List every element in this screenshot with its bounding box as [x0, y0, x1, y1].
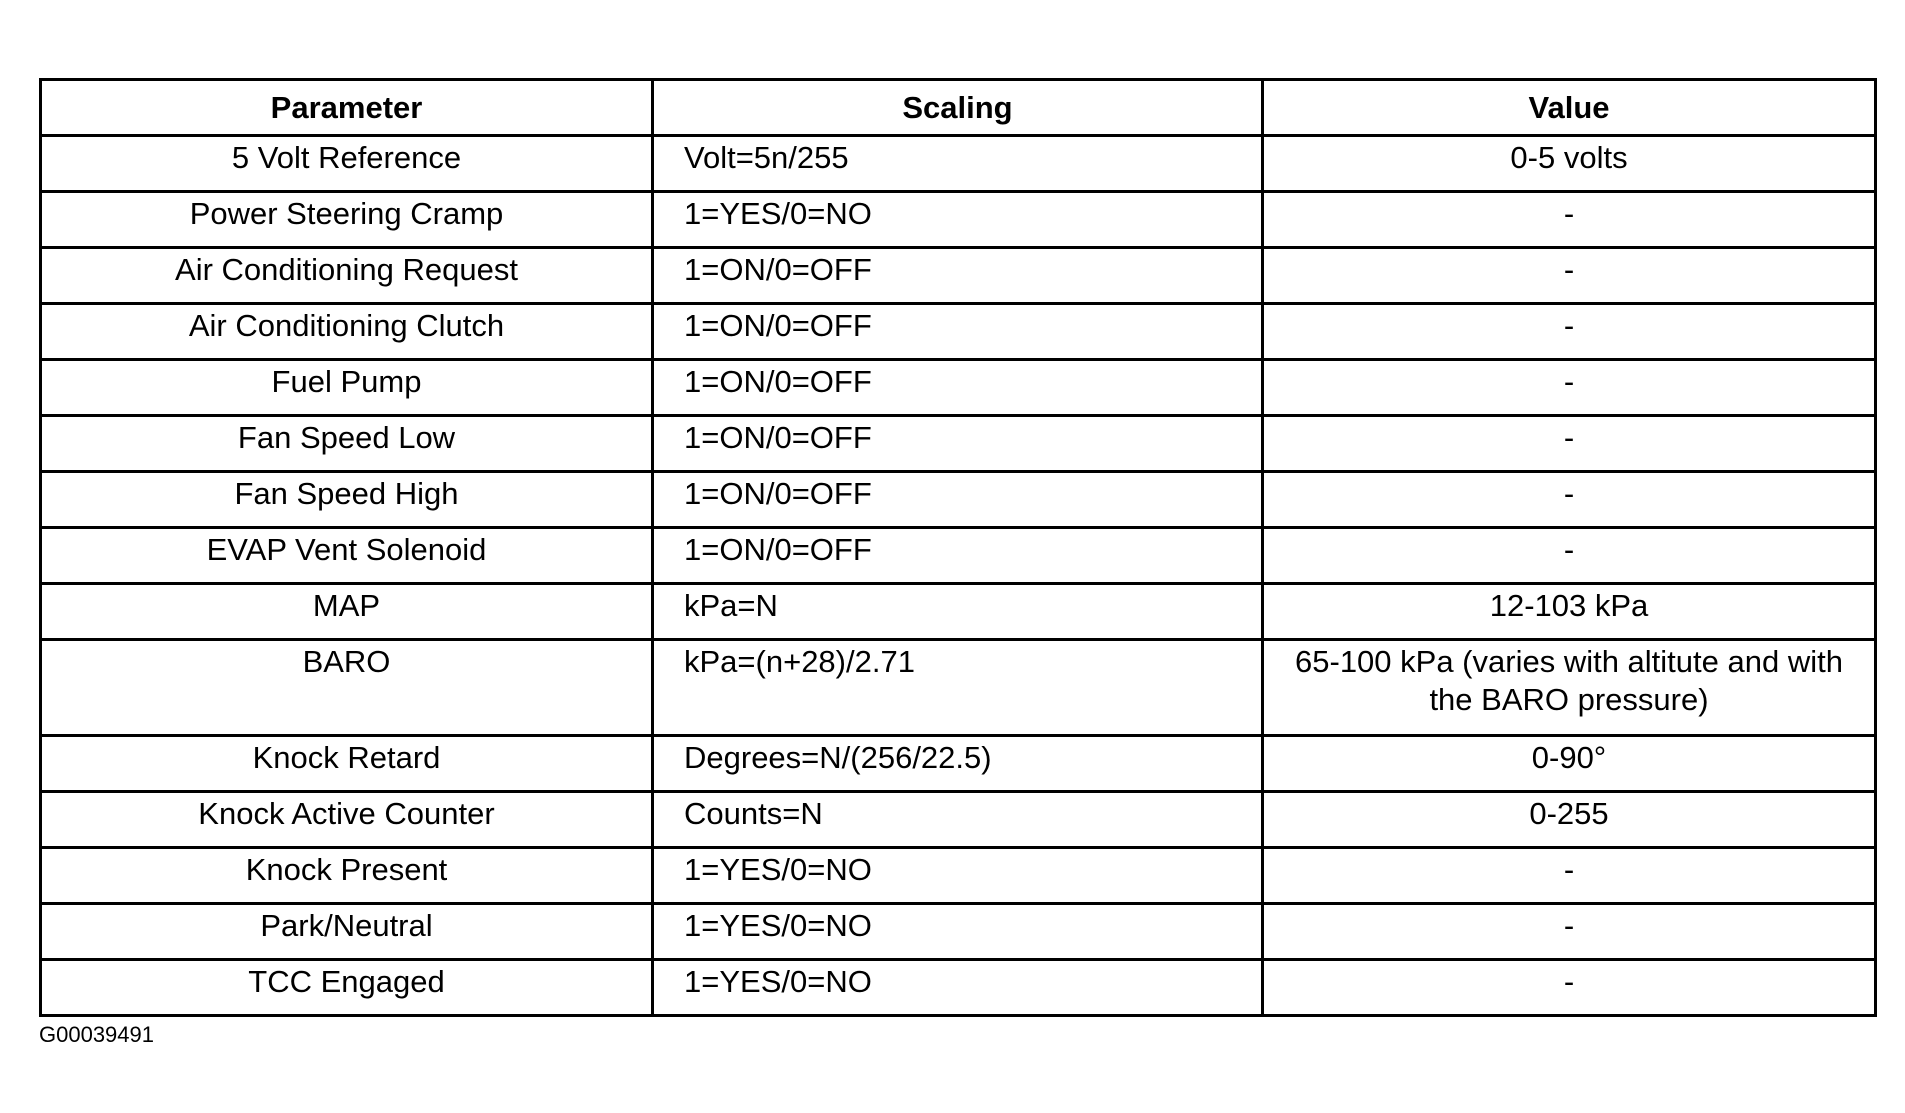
- cell-value: -: [1263, 360, 1876, 416]
- cell-parameter: 5 Volt Reference: [41, 136, 653, 192]
- cell-value: -: [1263, 416, 1876, 472]
- header-value: Value: [1263, 80, 1876, 136]
- table-row: [41, 584, 1876, 640]
- table-row: [41, 792, 1876, 848]
- cell-value: -: [1263, 192, 1876, 248]
- cell-value: 0-90°: [1263, 736, 1876, 792]
- cell-scaling: 1=ON/0=OFF: [653, 304, 1263, 360]
- cell-parameter: Knock Active Counter: [41, 792, 653, 848]
- cell-parameter: Park/Neutral: [41, 904, 653, 960]
- cell-scaling: Counts=N: [653, 792, 1263, 848]
- table-row: [41, 136, 1876, 192]
- table-row: [41, 192, 1876, 248]
- cell-value: -: [1263, 848, 1876, 904]
- cell-scaling: 1=YES/0=NO: [653, 192, 1263, 248]
- cell-parameter: Fuel Pump: [41, 360, 653, 416]
- cell-scaling: kPa=N: [653, 584, 1263, 640]
- table-row: [41, 960, 1876, 1016]
- cell-scaling: 1=ON/0=OFF: [653, 528, 1263, 584]
- header-parameter: Parameter: [41, 80, 653, 136]
- cell-scaling: 1=YES/0=NO: [653, 848, 1263, 904]
- cell-parameter: Air Conditioning Clutch: [41, 304, 653, 360]
- cell-parameter: EVAP Vent Solenoid: [41, 528, 653, 584]
- table-row: [41, 640, 1876, 736]
- cell-scaling: 1=YES/0=NO: [653, 904, 1263, 960]
- table-row: [41, 904, 1876, 960]
- cell-value: 0-5 volts: [1263, 136, 1876, 192]
- cell-parameter: MAP: [41, 584, 653, 640]
- cell-parameter: Power Steering Cramp: [41, 192, 653, 248]
- parameter-table: [39, 78, 1877, 1017]
- table-row: [41, 848, 1876, 904]
- cell-scaling: Volt=5n/255: [653, 136, 1263, 192]
- cell-value: -: [1263, 904, 1876, 960]
- cell-scaling: kPa=(n+28)/2.71: [653, 640, 1263, 736]
- table-row: [41, 360, 1876, 416]
- table-row: [41, 304, 1876, 360]
- cell-parameter: Air Conditioning Request: [41, 248, 653, 304]
- table-row: [41, 416, 1876, 472]
- table-row: [41, 528, 1876, 584]
- cell-parameter: BARO: [41, 640, 653, 736]
- figure-id: G00039491: [39, 1022, 154, 1047]
- cell-value: 65-100 kPa (varies with altitute and with the BARO pressure): [1263, 640, 1876, 736]
- cell-value: -: [1263, 472, 1876, 528]
- header-row: [41, 80, 1876, 136]
- cell-parameter: Knock Retard: [41, 736, 653, 792]
- cell-value: -: [1263, 248, 1876, 304]
- cell-parameter: Fan Speed High: [41, 472, 653, 528]
- cell-parameter: Knock Present: [41, 848, 653, 904]
- cell-scaling: 1=ON/0=OFF: [653, 416, 1263, 472]
- header-scaling: Scaling: [653, 80, 1263, 136]
- cell-parameter: Fan Speed Low: [41, 416, 653, 472]
- table-row: [41, 248, 1876, 304]
- cell-value: 12-103 kPa: [1263, 584, 1876, 640]
- cell-scaling: 1=ON/0=OFF: [653, 248, 1263, 304]
- cell-value: -: [1263, 528, 1876, 584]
- cell-scaling: 1=ON/0=OFF: [653, 472, 1263, 528]
- table-row: [41, 472, 1876, 528]
- cell-value: 0-255: [1263, 792, 1876, 848]
- table-row: [41, 736, 1876, 792]
- cell-value: -: [1263, 960, 1876, 1016]
- cell-value: -: [1263, 304, 1876, 360]
- cell-parameter: TCC Engaged: [41, 960, 653, 1016]
- cell-scaling: 1=ON/0=OFF: [653, 360, 1263, 416]
- cell-scaling: Degrees=N/(256/22.5): [653, 736, 1263, 792]
- cell-scaling: 1=YES/0=NO: [653, 960, 1263, 1016]
